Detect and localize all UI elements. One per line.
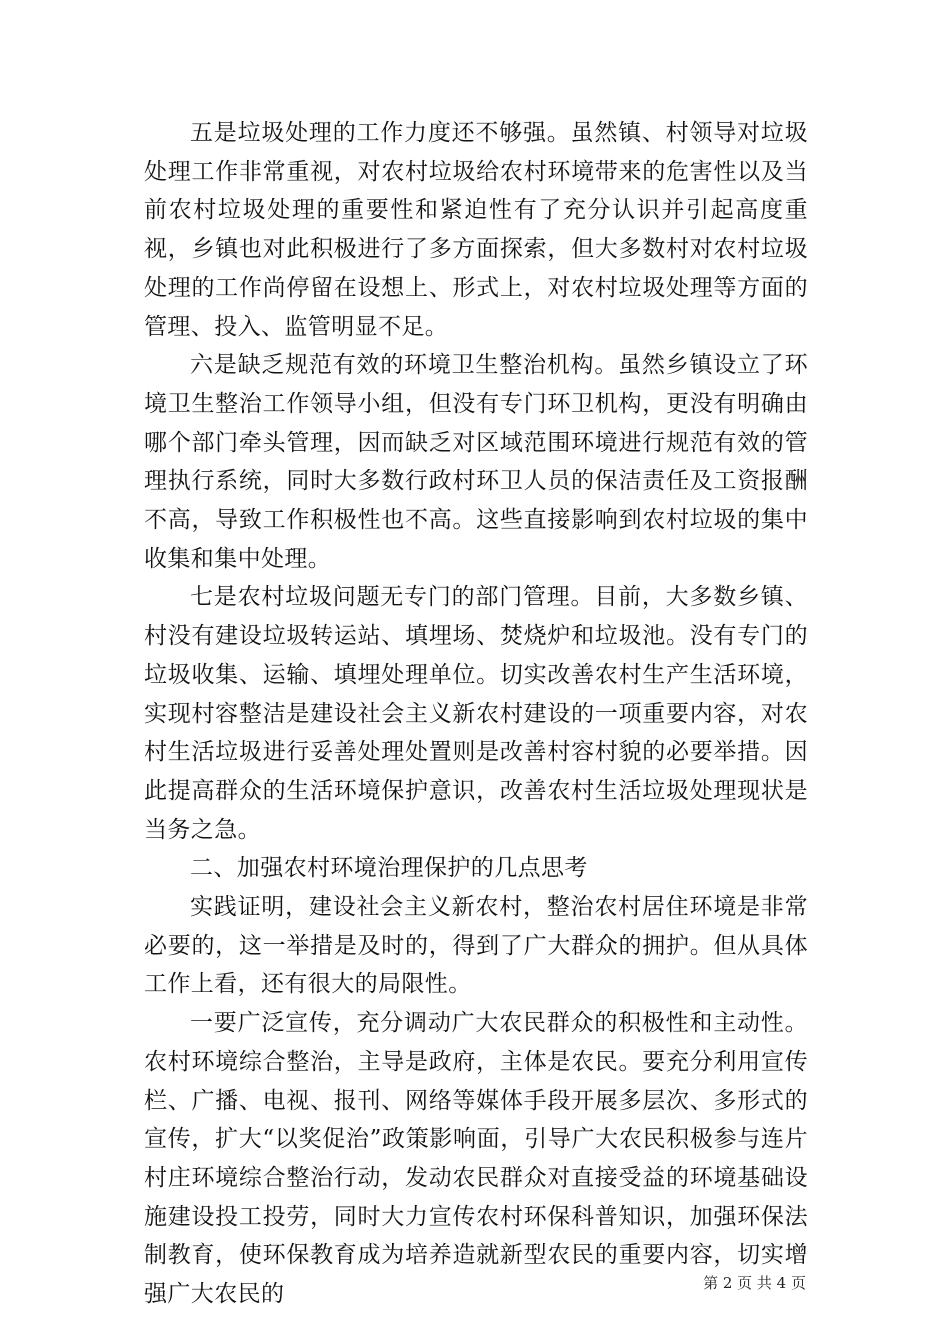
paragraph-publicity: 一要广泛宣传，充分调动广大农民群众的积极性和主动性。农村环境综合整治，主导是政府，主体是农民。要充分利用宣传栏、广播、电视、报刊、网络等媒体手段开展多层次、多形式的宣传，扩大“以奖促治”政策影响面，引导广大农民积极参与连片村庄环境综合整治行动，发动农民群众对直接受益的环境基础设施建设投工投劳，同时大力宣传农村环保科普知识，加强环保法制教育，使环保教育成为培养造就新型农民的重要内容，切实增强广大农民的	[144, 1010, 808, 1308]
paragraph-5-garbage-effort: 五是垃圾处理的工作力度还不够强。虽然镇、村领导对垃圾处理工作非常重视，对农村垃圾给农村环境带来的危害性以及当前农村垃圾处理的重要性和紧迫性有了充分认识并引起高度重视，乡镇也对此积极进行了多方面探索，但大多数村对农村垃圾处理的工作尚停留在设想上、形式上，对农村垃圾处理等方面的管理、投入、监管明显不足。	[144, 120, 808, 340]
paragraph-6-sanitation-agency: 六是缺乏规范有效的环境卫生整治机构。虽然乡镇设立了环境卫生整治工作领导小组，但没有专门环卫机构，更没有明确由哪个部门牵头管理，因而缺乏对区域范围环境进行规范有效的管理执行系统，同时大多数行政村环卫人员的保洁责任及工资报酬不高，导致工作积极性也不高。这些直接影响到农村垃圾的集中收集和集中处理。	[144, 352, 808, 572]
document-body	[144, 114, 808, 1314]
paragraph-7-department-management: 七是农村垃圾问题无专门的部门管理。目前，大多数乡镇、村没有建设垃圾转运站、填埋场、焚烧炉和垃圾池。没有专门的垃圾收集、运输、填埋处理单位。切实改善农村生产生活环境，实现村容整洁是建设社会主义新农村建设的一项重要内容，对农村生活垃圾进行妥善处理处置则是改善村容村貌的必要举措。因此提高群众的生活环境保护意识，改善农村生活垃圾处理现状是当务之急。	[144, 584, 808, 843]
section-heading: 二、加强农村环境治理保护的几点思考	[190, 855, 588, 882]
paragraph-practice-proves: 实践证明，建设社会主义新农村，整治农村居住环境是非常必要的，这一举措是及时的，得到了广大群众的拥护。但从具体工作上看，还有很大的局限性。	[144, 894, 808, 998]
page-number-footer: 第 2 页 共 4 页	[703, 1274, 806, 1292]
